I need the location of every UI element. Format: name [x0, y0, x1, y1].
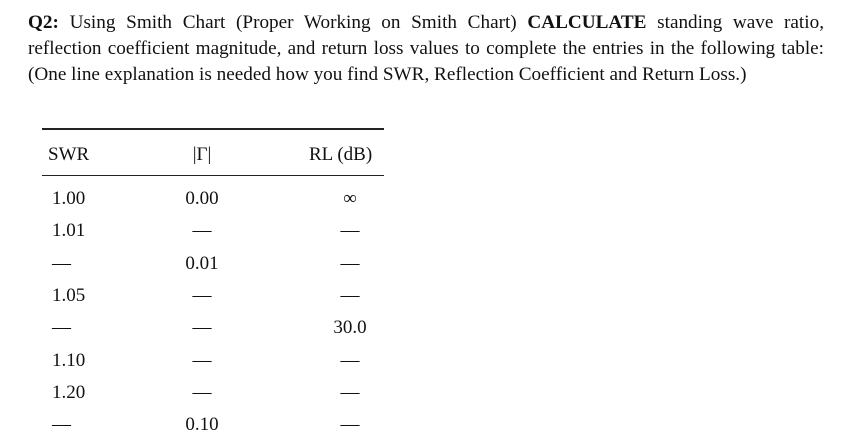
return-loss-cell: —	[340, 381, 360, 403]
reflection-coefficient-cell: —	[192, 284, 212, 306]
return-loss-cell: —	[340, 220, 360, 242]
swr-cell: 1.05	[52, 284, 86, 306]
header-reflection-coefficient: |Γ|	[192, 144, 212, 165]
header-return-loss: RL (dB)	[309, 144, 373, 165]
return-loss-cell: —	[340, 349, 360, 371]
reflection-coefficient-cell: —	[192, 317, 212, 339]
reflection-coefficient-cell: 0.10	[185, 414, 219, 436]
swr-cell: —	[52, 252, 71, 274]
reflection-coefficient-cell: 0.00	[185, 188, 219, 209]
question-text	[28, 10, 824, 88]
return-loss-cell: —	[340, 284, 360, 306]
swr-cell: 1.01	[52, 220, 86, 242]
reflection-coefficient-cell: —	[192, 381, 212, 403]
question-emphasis: CALCULATE	[527, 12, 647, 33]
question-text-part-2: standing wave ratio, reflection coefficient magnitude, and return loss values to complete the entries in the following table: (One line explanation is needed how you find SWR, Reflection Coefficient and Return Loss.)	[28, 12, 824, 85]
question-label: Q2:	[28, 12, 59, 33]
header-swr: SWR	[48, 144, 90, 165]
swr-cell: 1.10	[52, 349, 86, 371]
swr-cell: —	[52, 414, 71, 436]
table-top-rule	[42, 128, 384, 130]
swr-cell: 1.00	[52, 188, 86, 209]
return-loss-cell: 30.0	[333, 317, 367, 339]
return-loss-cell: —	[340, 252, 360, 274]
reflection-coefficient-cell: —	[192, 220, 212, 242]
reflection-coefficient-cell: —	[192, 349, 212, 371]
swr-cell: 1.20	[52, 381, 86, 403]
swr-cell: —	[52, 317, 71, 339]
reflection-coefficient-cell: 0.01	[185, 252, 219, 274]
table-header-rule	[42, 175, 384, 176]
return-loss-cell: ∞	[343, 188, 357, 209]
return-loss-cell: —	[340, 414, 360, 436]
question-text-part-1: Using Smith Chart (Proper Working on Smith Chart)	[58, 12, 528, 33]
